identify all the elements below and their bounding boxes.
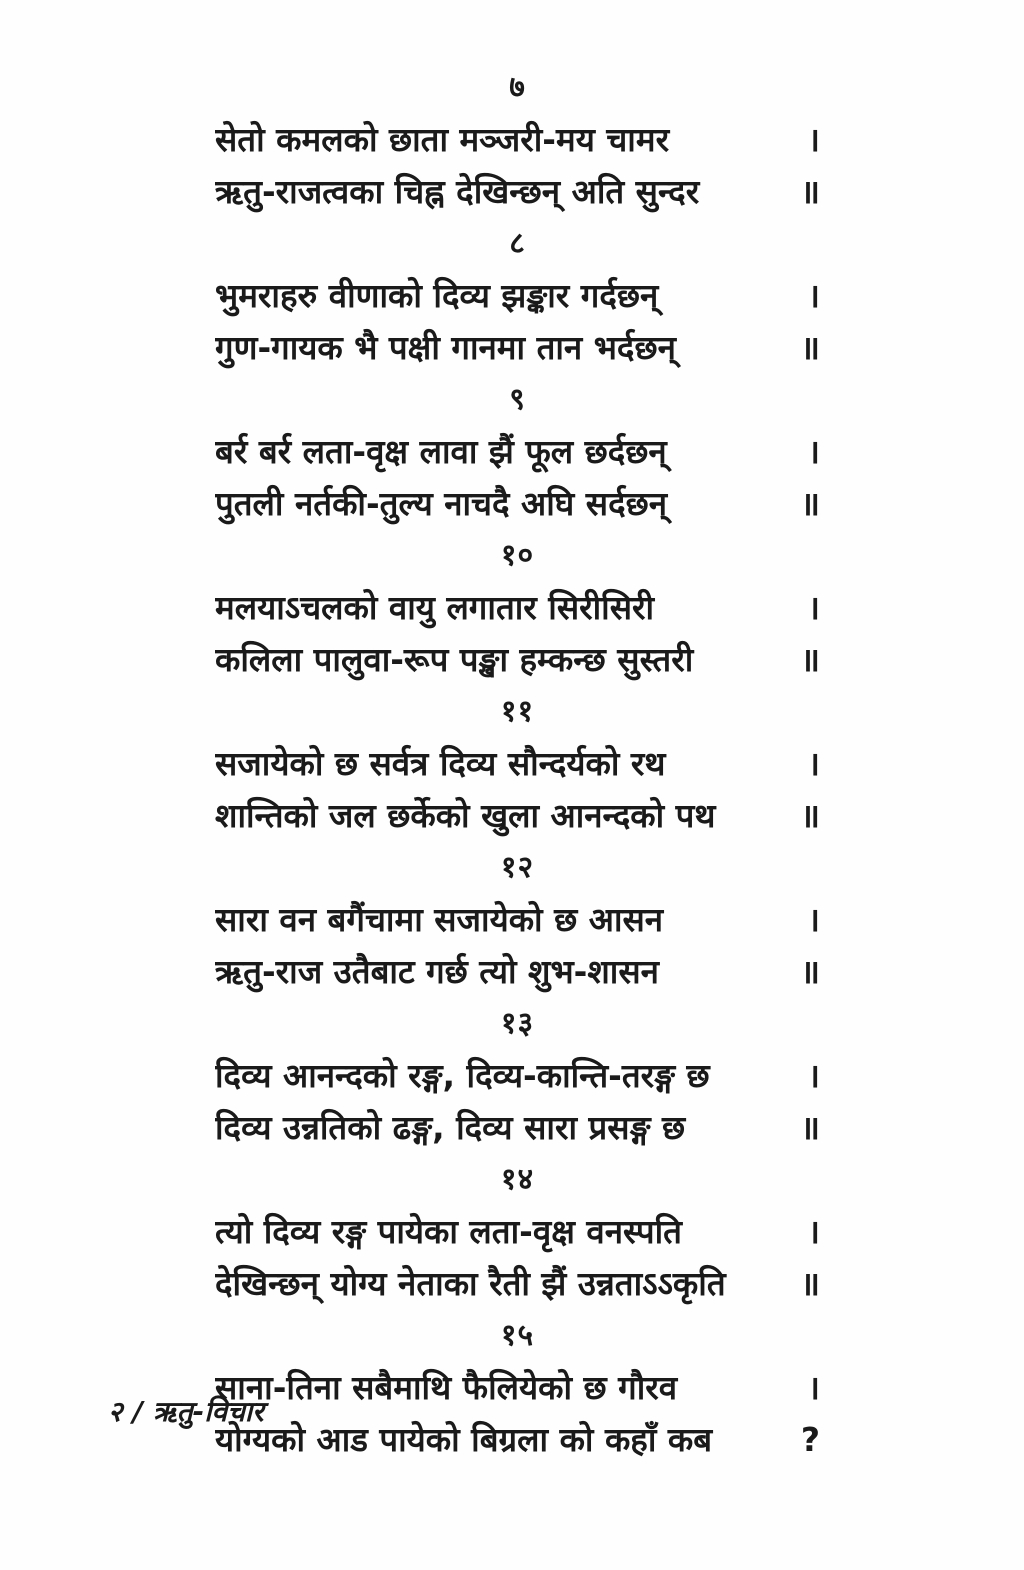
verse-end-mark: । xyxy=(807,588,820,627)
verse-line xyxy=(215,1258,820,1310)
verse-text: मलयाऽचलको वायु लगातार सिरीसिरी xyxy=(215,588,655,627)
verse-text: ऋतु-राजत्वका चिह्न देखिन्छन् अति सुन्दर xyxy=(215,172,700,211)
verse-line xyxy=(215,426,820,478)
verse-line xyxy=(215,1206,820,1258)
verse-line xyxy=(215,322,820,374)
verse-end-mark: ॥ xyxy=(800,484,820,523)
verse-text: सारा वन बगैंचामा सजायेको छ आसन xyxy=(215,900,664,939)
verse-end-mark: ॥ xyxy=(800,1108,820,1147)
verse-line xyxy=(215,1102,820,1154)
verse-line xyxy=(215,946,820,998)
verse-text: गुण-गायक भै पक्षी गानमा तान भर्दछन् xyxy=(215,328,676,367)
verse-text: देखिन्छन् योग्य नेताका रैती झैं उन्नताऽऽकृति xyxy=(215,1264,726,1303)
stanza xyxy=(215,374,820,530)
verse-line xyxy=(215,790,820,842)
stanza-number: ११ xyxy=(500,694,535,729)
stanza xyxy=(215,62,820,218)
verse-text: ऋतु-राज उतैबाट गर्छ त्यो शुभ-शासन xyxy=(215,952,659,991)
verse-line xyxy=(215,1414,820,1466)
verse-line xyxy=(215,270,820,322)
verse-end-mark: । xyxy=(807,1212,820,1251)
verse-text: सेतो कमलको छाता मञ्जरी-मय चामर xyxy=(215,120,670,159)
verse-text: बर्र बर्र लता-वृक्ष लावा झैं फूल छर्दछन् xyxy=(215,432,667,471)
verse-text: त्यो दिव्य रङ्ग पायेका लता-वृक्ष वनस्पति xyxy=(215,1212,682,1251)
verse-line xyxy=(215,478,820,530)
verse-text: भुमराहरु वीणाको दिव्य झङ्कार गर्दछन् xyxy=(215,276,659,315)
verse-text: साना-तिना सबैमाथि फैलियेको छ गौरव xyxy=(215,1368,678,1407)
verse-text: दिव्य आनन्दको रङ्ग, दिव्य-कान्ति-तरङ्ग छ xyxy=(215,1056,710,1095)
verse-end-mark: । xyxy=(807,744,820,783)
stanza-number: १२ xyxy=(500,850,535,885)
page-number: २ xyxy=(108,1395,123,1428)
verse-text: पुतली नर्तकी-तुल्य नाचदै अघि सर्दछन् xyxy=(215,484,668,523)
verse-end-mark: ॥ xyxy=(800,796,820,835)
stanza-number: ९ xyxy=(509,382,526,417)
stanza-number: १५ xyxy=(500,1318,535,1353)
stanza-number: १० xyxy=(500,538,535,573)
verse-text: कलिला पालुवा-रूप पङ्खा हम्कन्छ सुस्तरी xyxy=(215,640,694,679)
verse-text: शान्तिको जल छर्केको खुला आनन्दको पथ xyxy=(215,796,716,835)
verse-end-mark: । xyxy=(807,900,820,939)
verse-end-mark: ॥ xyxy=(800,1264,820,1303)
verse-line xyxy=(215,1050,820,1102)
verse-end-mark: । xyxy=(807,432,820,471)
stanza xyxy=(215,842,820,998)
verse-end-mark: । xyxy=(807,276,820,315)
verse-text: योग्यको आड पायेको बिग्रला को कहाँ कब xyxy=(215,1420,713,1459)
stanza xyxy=(215,998,820,1154)
verse-text: सजायेको छ सर्वत्र दिव्य सौन्दर्यको रथ xyxy=(215,744,666,783)
verse-end-mark: ॥ xyxy=(800,172,820,211)
stanza xyxy=(215,686,820,842)
stanza-number: ७ xyxy=(509,70,526,105)
verse-text: दिव्य उन्नतिको ढङ्ग, दिव्य सारा प्रसङ्ग छ xyxy=(215,1108,686,1147)
verse-line xyxy=(215,166,820,218)
poem-body xyxy=(215,62,820,1466)
verse-line xyxy=(215,582,820,634)
stanza-number: १३ xyxy=(500,1006,535,1041)
stanza-number: ८ xyxy=(509,226,526,261)
verse-end-mark: । xyxy=(807,1368,820,1407)
verse-end-mark: । xyxy=(807,120,820,159)
verse-line xyxy=(215,1362,820,1414)
stanza xyxy=(215,1310,820,1466)
stanza-number: १४ xyxy=(500,1162,535,1197)
book-title: ऋतु-विचार xyxy=(152,1395,264,1428)
verse-line xyxy=(215,738,820,790)
verse-line xyxy=(215,634,820,686)
stanza xyxy=(215,218,820,374)
footer-separator: / xyxy=(132,1395,143,1428)
verse-line xyxy=(215,114,820,166)
verse-end-mark: । xyxy=(807,1056,820,1095)
verse-end-mark: ? xyxy=(800,1420,820,1459)
stanza xyxy=(215,530,820,686)
stanza xyxy=(215,1154,820,1310)
verse-end-mark: ॥ xyxy=(800,640,820,679)
verse-end-mark: ॥ xyxy=(800,328,820,367)
verse-end-mark: ॥ xyxy=(800,952,820,991)
verse-line xyxy=(215,894,820,946)
page-footer xyxy=(108,1392,264,1430)
